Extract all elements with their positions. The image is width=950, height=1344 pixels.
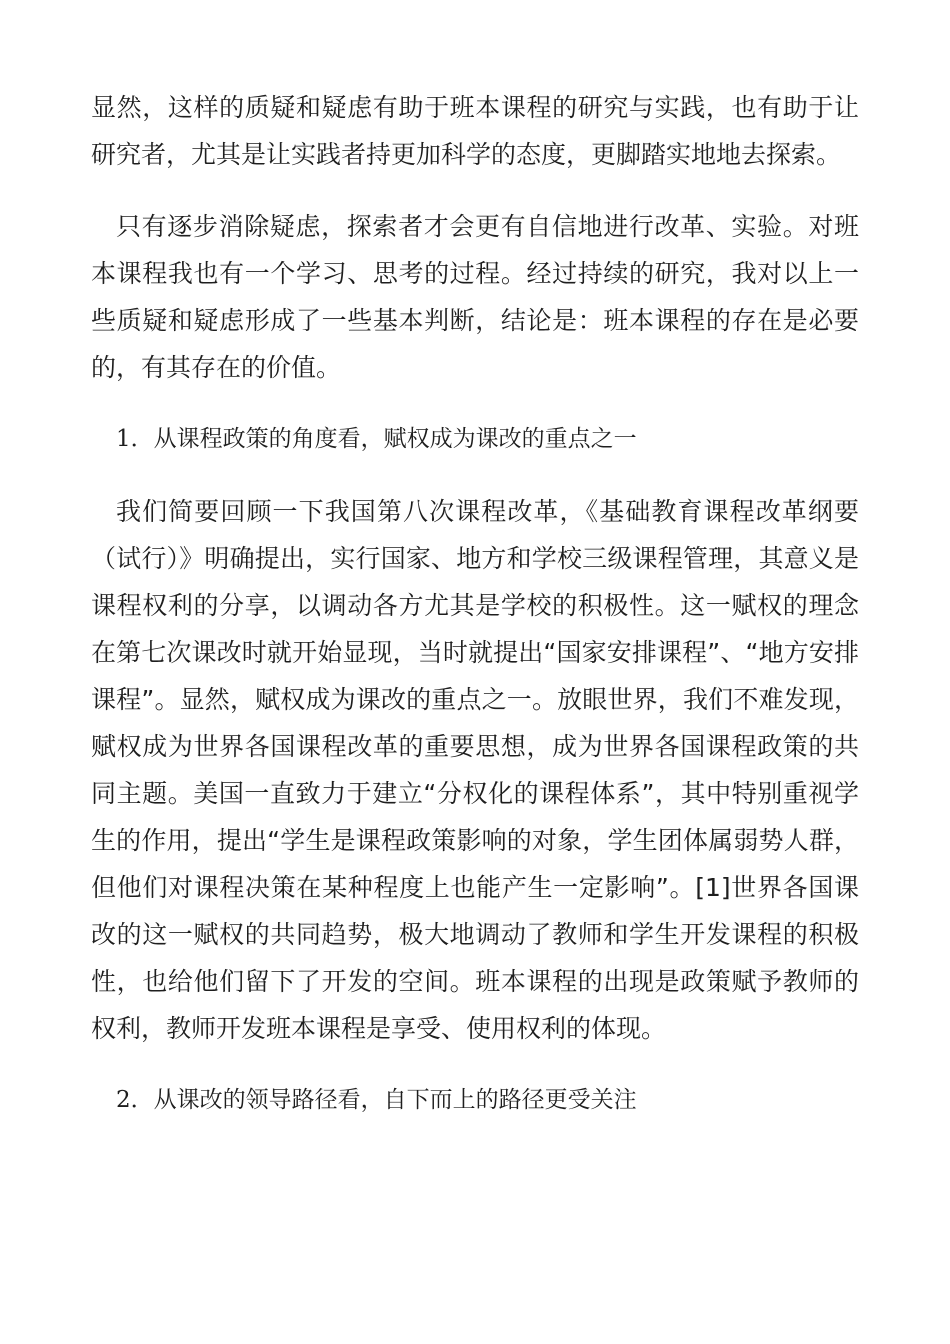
document-body [91,84,859,1124]
paragraph-2: 只有逐步消除疑虑，探索者才会更有自信地进行改革、实验。对班本课程我也有一个学习、思考的过程。经过持续的研究，我对以上一些质疑和疑虑形成了一些基本判断，结论是：班本课程的存在是必要的，有其存在的价值。 [91,212,859,382]
section-heading-1: 1．从课程政策的角度看，赋权成为课改的重点之一 [116,426,637,452]
paragraph-3: 我们简要回顾一下我国第八次课程改革，《基础教育课程改革纲要（试行）》明确提出，实行国家、地方和学校三级课程管理，其意义是课程权利的分享，以调动各方尤其是学校的积极性。这一赋权的理念在第七次课改时就开始显现，当时就提出“国家安排课程”、“地方安排课程”。显然，赋权成为课改的重点之一。放眼世界，我们不难发现，赋权成为世界各国课程改革的重要思想，成为世界各国课程政策的共同主题。美国一直致力于建立“分权化的课程体系”，其中特别重视学生的作用，提出“学生是课程政策影响的对象，学生团体属弱势人群，但他们对课程决策在某种程度上也能产生一定影响”。[1]世界各国课改的这一赋权的共同趋势，极大地调动了教师和学生开发课程的积极性，也给他们留下了开发的空间。班本课程的出现是政策赋予教师的权利，教师开发班本课程是享受、使用权利的体现。 [91,497,859,1043]
paragraph-1: 显然，这样的质疑和疑虑有助于班本课程的研究与实践，也有助于让研究者，尤其是让实践者持更加科学的态度，更脚踏实地地去探索。 [91,93,859,169]
section-heading-2: 2．从课改的领导路径看，自下而上的路径更受关注 [116,1087,637,1113]
